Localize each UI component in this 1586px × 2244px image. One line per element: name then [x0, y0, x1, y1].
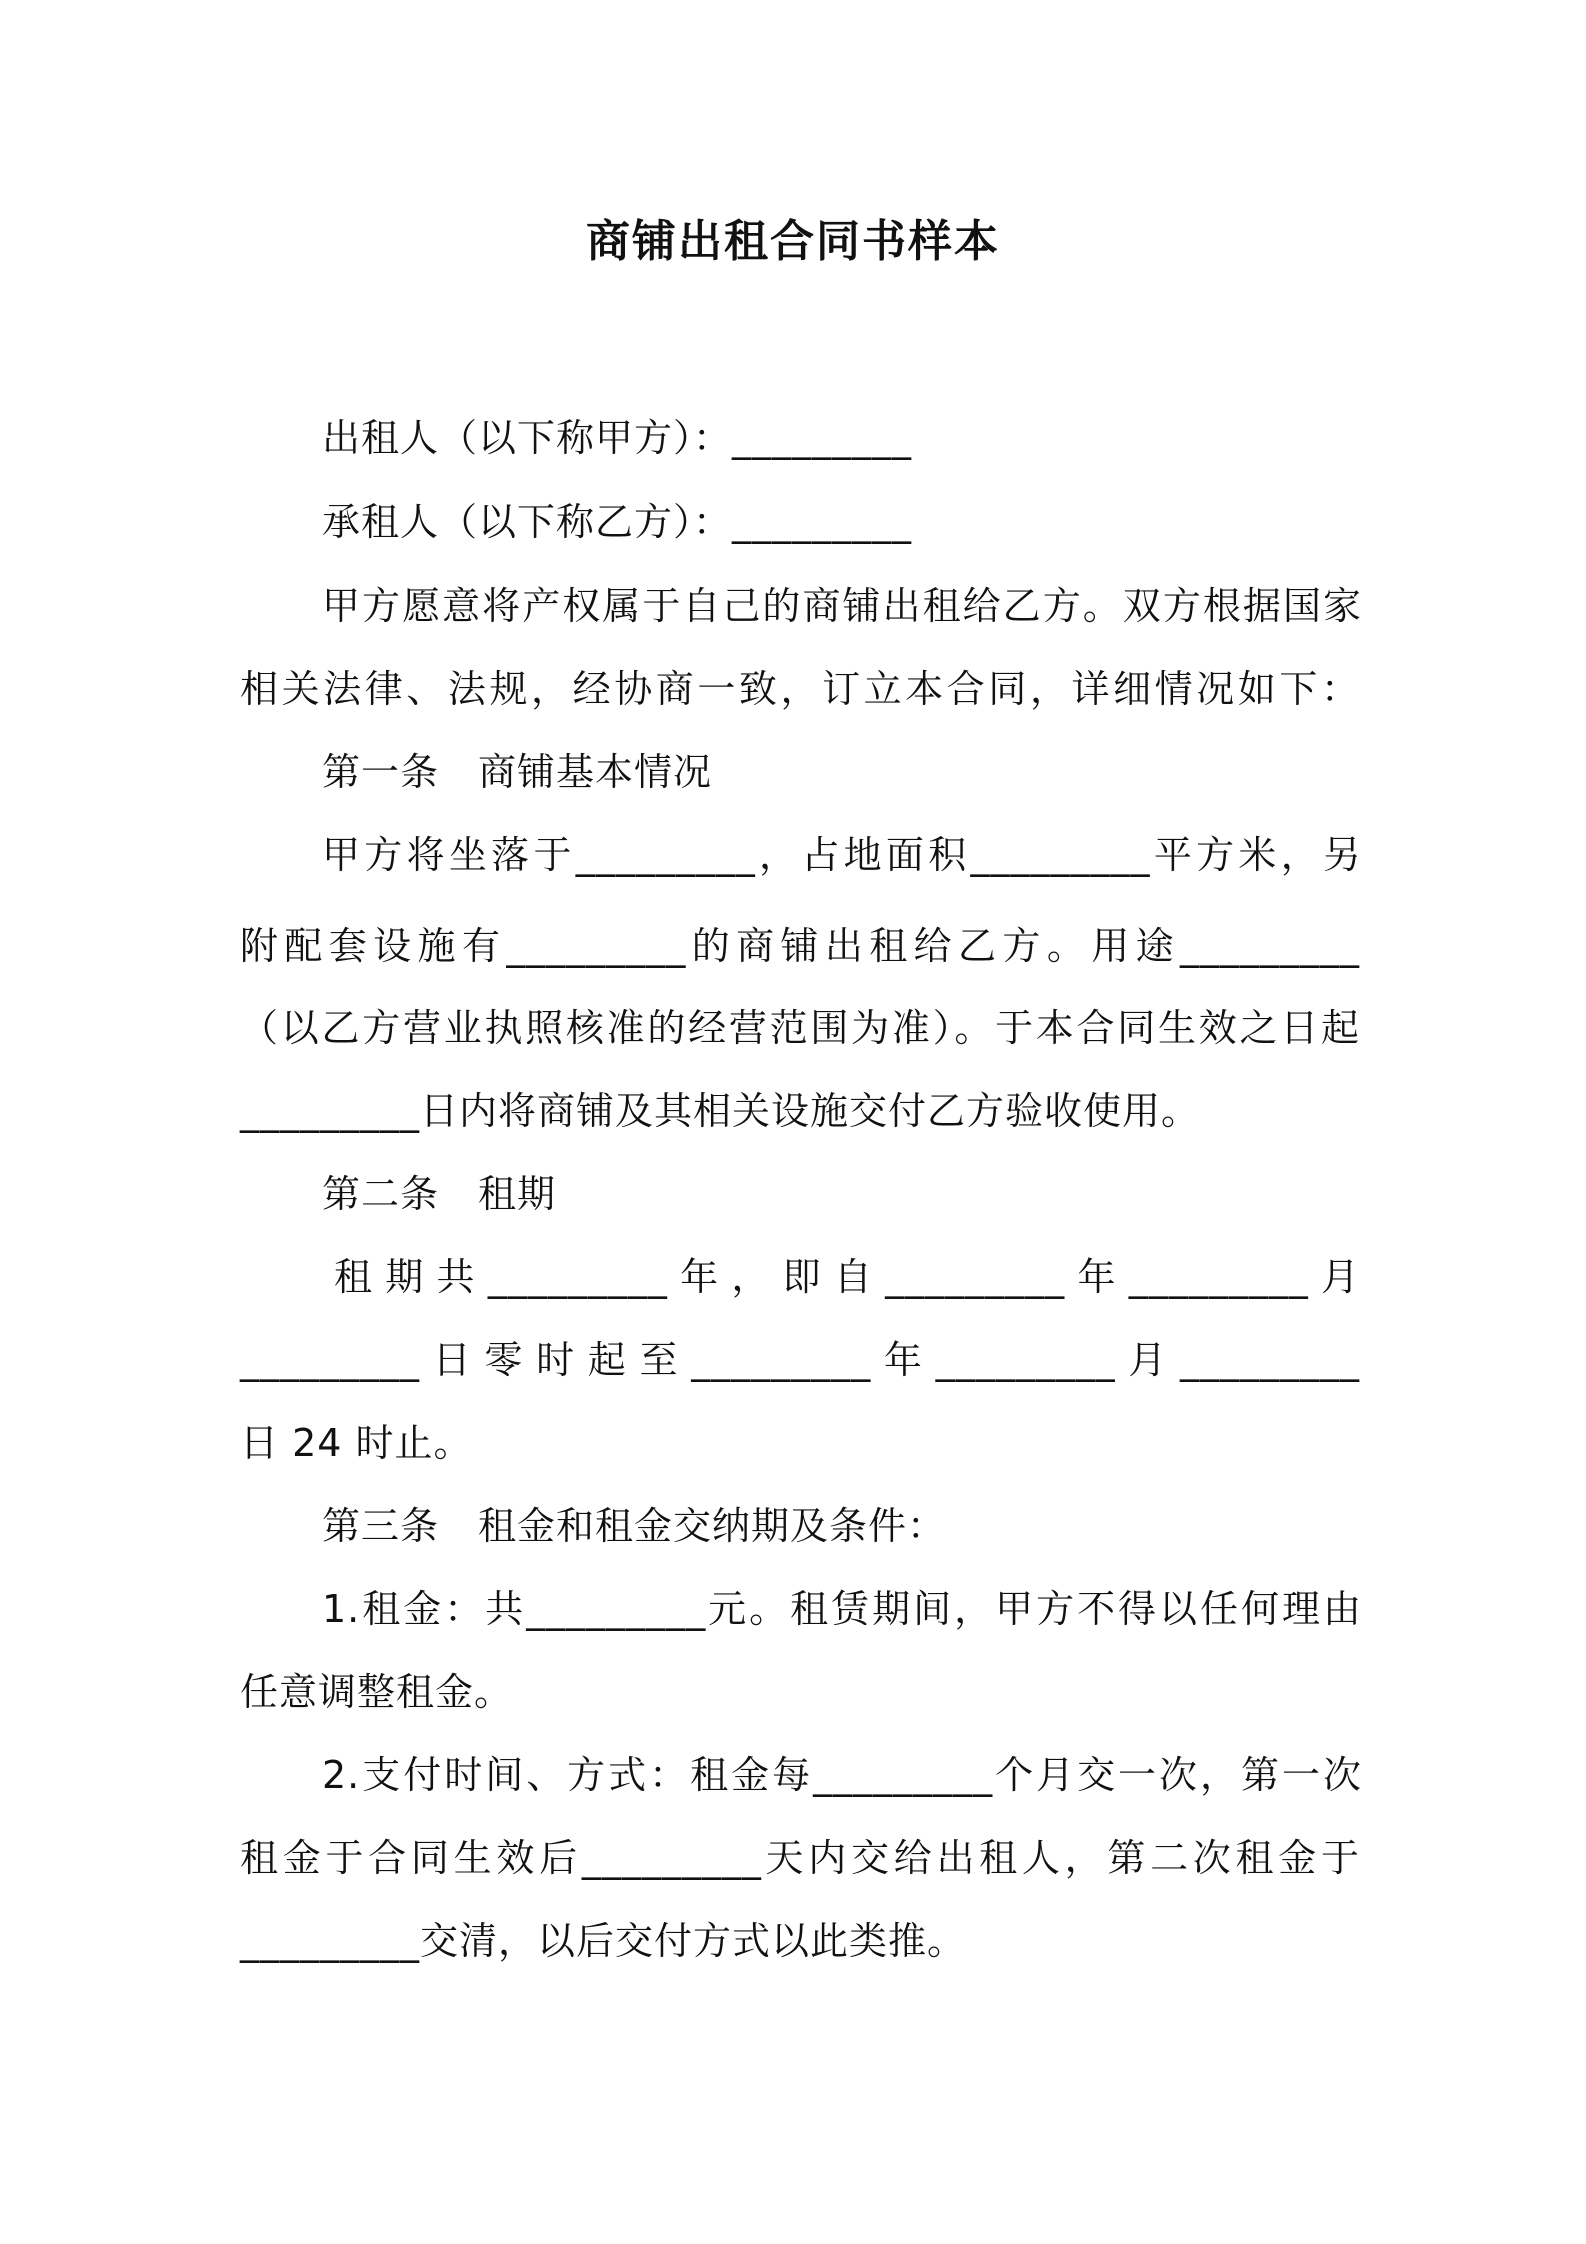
article-3-item-1-line-2: 任意调整租金。 — [240, 1670, 514, 1714]
document-title: 商铺出租合同书样本 — [586, 216, 1000, 267]
article-1-text-line-1: 甲方将坐落于_________，占地面积_________平方米，另 — [322, 833, 1362, 877]
article-2-text-line-2: _________日零时起至_________年_________月_________ — [240, 1338, 1360, 1382]
article-3-item-2-line-2: 租金于合同生效后_________天内交给出租人，第二次租金于 — [240, 1836, 1360, 1880]
lessor-line: 出租人（以下称甲方）：_________ — [322, 416, 913, 460]
intro-paragraph-line-1: 甲方愿意将产权属于自己的商铺出租给乙方。双方根据国家 — [322, 584, 1362, 628]
article-3-item-2-line-3: _________交清，以后交付方式以此类推。 — [240, 1919, 967, 1963]
article-2-text-line-3: 日 24 时止。 — [240, 1421, 473, 1465]
article-1-text-line-3: （以乙方营业执照核准的经营范围为准）。于本合同生效之日起 — [240, 1006, 1360, 1050]
article-2-text-line-1: 租期共_________年，即自_________年_________月 — [334, 1255, 1360, 1299]
lessee-line: 承租人（以下称乙方）：_________ — [322, 500, 913, 544]
article-1-text-line-4: _________日内将商铺及其相关设施交付乙方验收使用。 — [240, 1089, 1201, 1133]
article-3-item-2-line-1: 2.支付时间、方式：租金每_________个月交一次，第一次 — [322, 1753, 1362, 1797]
intro-paragraph-line-2: 相关法律、法规，经协商一致，订立本合同，详细情况如下： — [240, 667, 1360, 711]
article-2-heading: 第二条 租期 — [322, 1172, 557, 1216]
article-3-item-1-line-1: 1.租金：共_________元。租赁期间，甲方不得以任何理由 — [322, 1587, 1362, 1631]
article-3-heading: 第三条 租金和租金交纳期及条件： — [322, 1504, 947, 1548]
article-1-heading: 第一条 商铺基本情况 — [322, 750, 713, 794]
article-1-text-line-2: 附配套设施有_________的商铺出租给乙方。用途_________ — [240, 924, 1360, 968]
